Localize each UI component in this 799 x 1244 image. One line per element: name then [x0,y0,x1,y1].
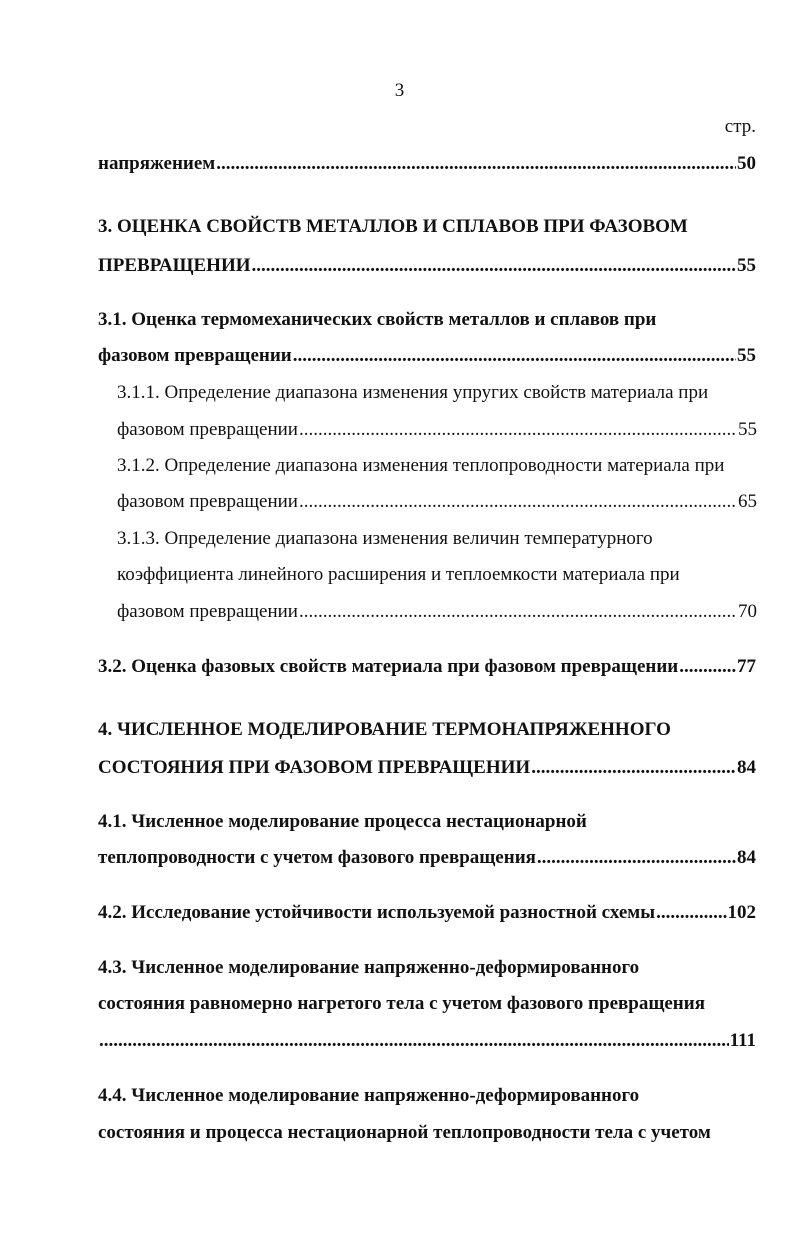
toc-entry-page: 84 [737,847,756,868]
toc-subsection-3-1-3[interactable] [117,600,757,624]
leader-dots [531,756,736,780]
leader-dots [216,152,736,176]
leader-dots [299,600,737,624]
page-number: 3 [394,80,405,101]
toc-section-3-2[interactable] [98,655,756,679]
toc-entry-title: фазовом превращении [117,419,298,440]
toc-subsection-3-1-2[interactable] [117,490,757,514]
leader-dots [99,1029,729,1053]
leader-dots [299,490,737,514]
toc-chapter-4[interactable] [98,756,756,780]
toc-entry-page: 84 [737,757,756,778]
toc-entry-title: напряжением [98,153,216,174]
toc-entry-title: ПРЕВРАЩЕНИИ [98,255,251,276]
toc-section-4-3-line2: состояния равномерно нагретого тела с учетом фазового превращения [98,993,705,1014]
toc-entry-page: 70 [738,601,757,622]
toc-entry-page: 50 [737,153,756,174]
toc-entry-page: 77 [737,656,756,677]
toc-entry-page: 65 [738,491,757,512]
leader-dots [656,901,726,925]
leader-dots [537,846,736,870]
toc-entry-title: теплопроводности с учетом фазового превращения [98,847,536,868]
toc-entry-napryazheniem[interactable] [98,152,756,176]
toc-section-4-4-line2: состояния и процесса нестационарной теплопроводности тела с учетом [98,1122,711,1143]
toc-subsection-3-1-3-line2: коэффициента линейного расширения и теплоемкости материала при [117,564,680,585]
toc-entry-page: 55 [738,419,757,440]
toc-entry-title: фазовом превращении [117,601,298,622]
leader-dots [679,655,736,679]
toc-section-3-1[interactable] [98,344,756,368]
leader-dots [299,418,737,442]
toc-entry-title: фазовом превращении [117,491,298,512]
toc-chapter-3-line1: 3. ОЦЕНКА СВОЙСТВ МЕТАЛЛОВ И СПЛАВОВ ПРИ ФАЗОВОМ [98,216,688,237]
toc-entry-title: СОСТОЯНИЯ ПРИ ФАЗОВОМ ПРЕВРАЩЕНИИ [98,757,531,778]
toc-section-3-1-line1: 3.1. Оценка термомеханических свойств металлов и сплавов при [98,309,657,330]
toc-section-4-1-line1: 4.1. Численное моделирование процесса нестационарной [98,811,587,832]
leader-dots [293,344,736,368]
toc-entry-page: 55 [737,255,756,276]
toc-subsection-3-1-3-line1: 3.1.3. Определение диапазона изменения величин температурного [117,528,653,549]
toc-subsection-3-1-2-line1: 3.1.2. Определение диапазона изменения теплопроводности материала при [117,455,725,476]
toc-entry-title: 4.2. Исследование устойчивости используемой разностной схемы [98,902,656,923]
toc-entry-page: 111 [729,1030,756,1051]
toc-section-4-4-line1: 4.4. Численное моделирование напряженно-деформированного [98,1085,640,1106]
leader-dots [252,254,736,278]
toc-entry-page: 55 [737,345,756,366]
toc-entry-title: 3.2. Оценка фазовых свойств материала при фазовом превращении [98,656,679,677]
toc-section-4-1[interactable] [98,846,756,870]
page-column-label: стр. [724,116,756,137]
toc-subsection-3-1-1[interactable] [117,418,757,442]
toc-entry-title: фазовом превращении [98,345,292,366]
toc-section-4-3[interactable] [98,1029,756,1053]
toc-section-4-3-line1: 4.3. Численное моделирование напряженно-деформированного [98,957,640,978]
toc-section-4-2[interactable] [98,901,756,925]
toc-entry-page: 102 [727,902,756,923]
toc-chapter-3[interactable] [98,254,756,278]
toc-chapter-4-line1: 4. ЧИСЛЕННОЕ МОДЕЛИРОВАНИЕ ТЕРМОНАПРЯЖЕННОГО [98,719,671,740]
toc-subsection-3-1-1-line1: 3.1.1. Определение диапазона изменения упругих свойств материала при [117,382,709,403]
